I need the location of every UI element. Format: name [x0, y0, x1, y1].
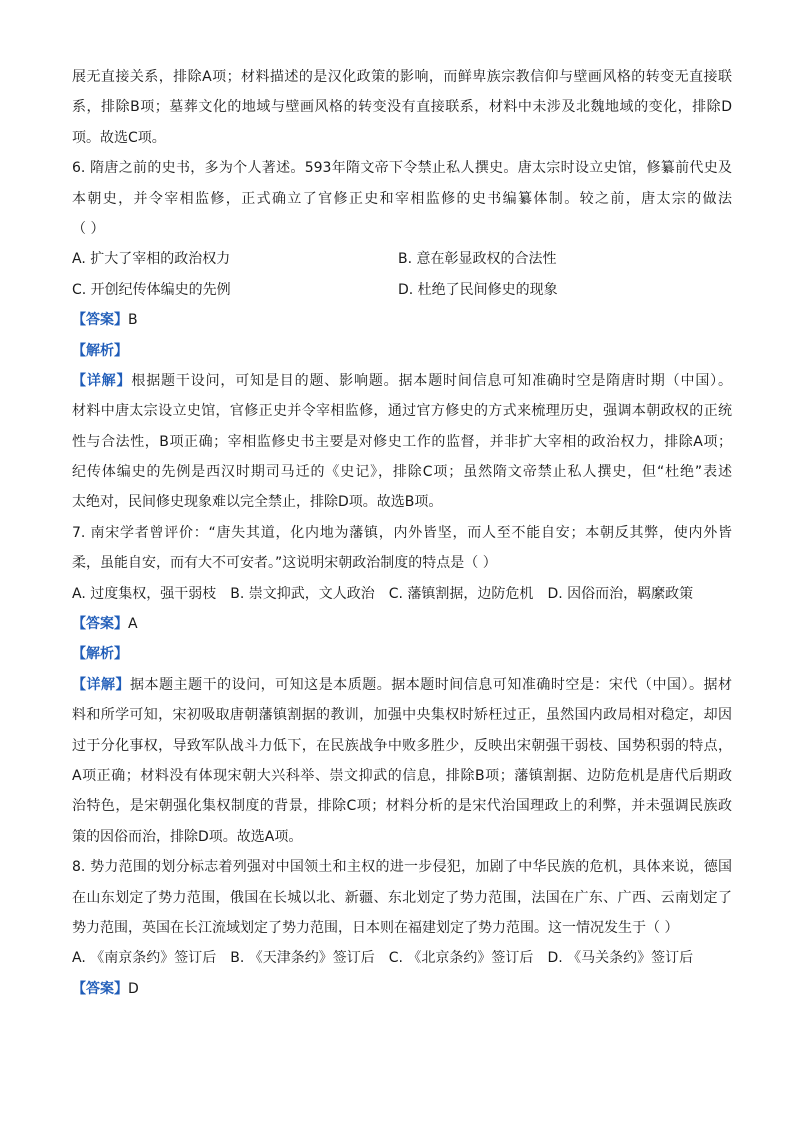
detail-line: A项正确；材料没有体现宋朝大兴科举、崇文抑武的信息，排除B项；藩镇割据、边防危机是唐代后期政: [72, 767, 732, 784]
answer-line: [72, 609, 732, 639]
option-c: C. 《北京条约》签订后: [388, 950, 534, 967]
answer-value: D: [128, 980, 139, 997]
question-6-stem: 本朝史，并令宰相监修，正式确立了官修正史和宰相监修的史书编纂体制。较之前，唐太宗的做法: [72, 190, 732, 207]
option-c: C. 藩镇割据，边防危机: [388, 585, 534, 602]
answer-value: A: [128, 616, 138, 633]
option-d: D. 杜绝了民间修史的现象: [398, 281, 558, 298]
question-7-stem: 7. 南宋学者曾评价：“唐失其道，化内地为藩镇，内外皆坚，而人至不能自安；本朝反其弊，使内外皆: [72, 524, 732, 541]
detail-line: [72, 366, 732, 396]
option-a: A. 扩大了宰相的政治权力: [72, 251, 231, 268]
answer-label: 【答案】: [72, 616, 128, 633]
option-b: B. 崇文抑武，文人政治: [230, 585, 375, 602]
detail-line: 性与合法性，B项正确；宰相监修史书主要是对修史工作的监督，并非扩大宰相的政治权力，排除A项；: [72, 433, 732, 450]
option-b: B. 《天津条约》签订后: [230, 950, 375, 967]
question-6-stem: 6. 隋唐之前的史书，多为个人著述。593年隋文帝下令禁止私人撰史。唐太宗时设立史馆，修纂前代史及: [72, 160, 732, 177]
text-line: 系，排除B项；墓葬文化的地域与壁画风格的转变没有直接联系，材料中未涉及北魏地域的变化，排除D: [72, 99, 732, 116]
question-7-stem: 柔，虽能自安，而有大不可安者。”这说明宋朝政治制度的特点是（ ）: [72, 555, 497, 572]
answer-value: B: [128, 312, 138, 329]
detail-line: 料和所学可知，宋初吸取唐朝藩镇割据的教训，加强中央集权时矫枉过正，虽然国内政局相对稳定，却因: [72, 707, 732, 724]
detail-text: 根据题干设问，可知是目的题、影响题。据本题时间信息可知准确时空是隋唐时期（中国）。: [131, 372, 732, 389]
answer-line: [72, 974, 732, 1004]
question-8-options: [72, 943, 732, 973]
option-a: A. 《南京条约》签订后: [72, 950, 217, 967]
detail-label: 【详解】: [72, 372, 132, 389]
detail-line: 治特色，是宋朝强化集权制度的背景，排除C项；材料分析的是宋代治国理政上的利弊，并未强调民族政: [72, 798, 732, 815]
answer-label: 【答案】: [72, 312, 128, 329]
detail-line: 过于分化事权，导致军队战斗力低下，在民族战争中败多胜少，反映出宋朝强干弱枝、国势积弱的特点，: [72, 737, 732, 754]
detail-line: 纪传体编史的先例是西汉时期司马迁的《史记》，排除C项；虽然隋文帝禁止私人撰史，但“杜绝”表述: [72, 464, 732, 481]
question-6-options-row-1: [72, 244, 732, 274]
detail-line: 太绝对，民间修史现象难以完全禁止，排除D项。故选B项。: [72, 494, 443, 511]
answer-line: [72, 305, 732, 335]
document-page: [72, 62, 732, 1004]
option-c: C. 开创纪传体编史的先例: [72, 281, 231, 298]
analysis-label: 【解析】: [72, 342, 128, 359]
question-8-stem: 8. 势力范围的划分标志着列强对中国领土和主权的进一步侵犯，加剧了中华民族的危机，具体来说，德国: [72, 859, 732, 876]
question-8-stem: 在山东划定了势力范围，俄国在长城以北、新疆、东北划定了势力范围，法国在广东、广西、云南划定了: [72, 889, 732, 906]
question-7-options: [72, 579, 732, 609]
analysis-label: 【解析】: [72, 646, 128, 663]
option-d: D. 因俗而治，羁縻政策: [547, 585, 694, 602]
detail-text: 据本题主题干的设问，可知这是本质题。据本题时间信息可知准确时空是：宋代（中国）。据材: [130, 676, 732, 693]
detail-label: 【详解】: [72, 676, 131, 693]
question-8-stem: 势力范围，英国在长江流域划定了势力范围，日本则在福建划定了势力范围。这一情况发生于（ ）: [72, 919, 679, 936]
option-b: B. 意在彰显政权的合法性: [398, 251, 557, 268]
text-line: 项。故选C项。: [72, 129, 166, 146]
detail-line: [72, 670, 732, 700]
detail-line: 策的因俗而治，排除D项。故选A项。: [72, 828, 303, 845]
question-6-blank: （ ）: [72, 220, 105, 237]
question-6-options-row-2: [72, 275, 732, 305]
option-a: A. 过度集权，强干弱枝: [72, 585, 217, 602]
option-d: D. 《马关条约》签订后: [547, 950, 694, 967]
answer-label: 【答案】: [72, 980, 128, 997]
text-line: 展无直接关系，排除A项；材料描述的是汉化政策的影响，而鲜卑族宗教信仰与壁画风格的转变无直接联: [72, 69, 732, 85]
detail-line: 材料中唐太宗设立史馆，官修正史并令宰相监修，通过官方修史的方式来梳理历史，强调本朝政权的正统: [72, 403, 732, 420]
